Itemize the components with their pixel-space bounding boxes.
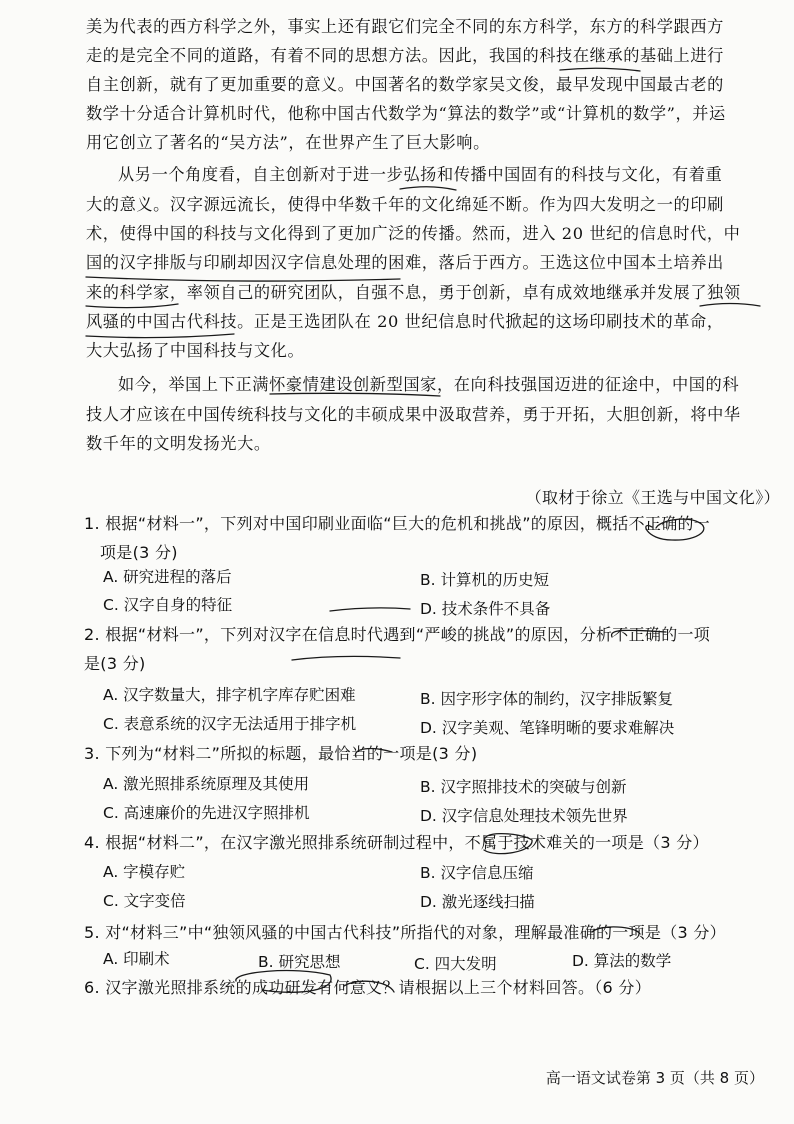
q3-option-a[interactable]: A. 激光照排系统原理及其使用 bbox=[103, 775, 310, 793]
q5-option-c[interactable]: C. 四大发明 bbox=[414, 955, 497, 973]
passage-line: 美为代表的西方科学之外，事实上还有跟它们完全不同的东方科学，东方的科学跟西方 bbox=[86, 17, 724, 36]
underline-mark bbox=[400, 187, 456, 190]
underline-mark bbox=[560, 68, 640, 71]
passage-line: 技人才应该在中国传统科技与文化的丰硕成果中汲取营养，勇于开拓，大胆创新，将中华 bbox=[86, 405, 741, 424]
q1-option-d[interactable]: D. 技术条件不具备 bbox=[420, 600, 551, 618]
passage-line: 从另一个角度看，自主创新对于进一步弘扬和传播中国固有的科技与文化，有着重 bbox=[118, 165, 723, 184]
passage-line: 来的科学家，率领自己的研究团队，自强不息，勇于创新，卓有成效地继承并发展了独领 bbox=[86, 283, 741, 302]
question-4-stem: 4. 根据“材料二”，在汉字激光照排系统研制过程中，不属于技术难关的一项是（3 分） bbox=[84, 833, 709, 852]
question-3-stem: 3. 下列为“材料二”所拟的标题，最恰当的一项是(3 分) bbox=[84, 744, 478, 763]
question-1-stem-cont: 项是(3 分) bbox=[100, 543, 178, 562]
q4-option-a[interactable]: A. 字模存贮 bbox=[103, 863, 186, 881]
q2-option-a[interactable]: A. 汉字数量大，排字机字库存贮困难 bbox=[103, 686, 356, 704]
passage-line: 大的意义。汉字源远流长，使得中华数千年的文化绵延不断。作为四大发明之一的印刷 bbox=[86, 195, 724, 214]
stroke-mark bbox=[330, 608, 410, 611]
q3-option-c[interactable]: C. 高速廉价的先进汉字照排机 bbox=[103, 804, 310, 822]
question-2-stem: 2. 根据“材料一”，下列对汉字在信息时代遇到“严峻的挑战”的原因，分析不正确的一项 bbox=[84, 625, 711, 644]
question-6-stem: 6. 汉字激光照排系统的成功研发有何意义？请根据以上三个材料回答。（6 分） bbox=[84, 978, 652, 997]
q1-option-a[interactable]: A. 研究进程的落后 bbox=[103, 568, 232, 586]
q2-option-b[interactable]: B. 因字形字体的制约，汉字排版繁复 bbox=[420, 690, 673, 708]
question-1-stem: 1. 根据“材料一”，下列对中国印刷业面临“巨大的危机和挑战”的原因，概括不正确的一 bbox=[84, 514, 711, 533]
question-2-stem-cont: 是(3 分) bbox=[84, 654, 146, 673]
stroke-mark bbox=[292, 656, 400, 660]
q2-option-d[interactable]: D. 汉字美观、笔锋明晰的要求难解决 bbox=[420, 719, 675, 737]
passage-line: 如今，举国上下正满怀豪情建设创新型国家，在向科技强国迈进的征途中，中国的科 bbox=[118, 375, 740, 394]
q5-option-a[interactable]: A. 印刷术 bbox=[103, 950, 170, 968]
passage-line: 自主创新，就有了更加重要的意义。中国著名的数学家吴文俊，最早发现中国最古老的 bbox=[86, 75, 724, 94]
passage-line: 风骚的中国古代科技。正是王选团队在 20 世纪信息时代掀起的这场印刷技术的革命， bbox=[86, 312, 724, 331]
q4-option-c[interactable]: C. 文字变倍 bbox=[103, 892, 186, 910]
passage-line: 国的汉字排版与印刷却因汉字信息处理的困难，落后于西方。王选这位中国本土培养出 bbox=[86, 253, 724, 272]
q1-option-b[interactable]: B. 计算机的历史短 bbox=[420, 571, 549, 589]
underline-mark bbox=[86, 304, 178, 308]
passage-line: 数千年的文明发扬光大。 bbox=[86, 434, 271, 453]
q3-option-d[interactable]: D. 汉字信息处理技术领先世界 bbox=[420, 807, 628, 825]
page-footer: 高一语文试卷第 3 页（共 8 页） bbox=[545, 1069, 764, 1087]
passage-line: 数学十分适合计算机时代，他称中国古代数学为“算法的数学”或“计算机的数学”，并运 bbox=[86, 104, 726, 123]
passage-line: 用它创立了著名的“吴方法”，在世界产生了巨大影响。 bbox=[86, 133, 490, 152]
q5-option-b[interactable]: B. 研究思想 bbox=[258, 953, 341, 971]
q4-option-d[interactable]: D. 激光逐线扫描 bbox=[420, 893, 535, 911]
q2-option-c[interactable]: C. 表意系统的汉字无法适用于排字机 bbox=[103, 715, 357, 733]
passage-line: 大大弘扬了中国科技与文化。 bbox=[86, 341, 305, 360]
underline-mark bbox=[86, 334, 234, 338]
passage-line: 走的是完全不同的道路，有着不同的思想方法。因此，我国的科技在继承的基础上进行 bbox=[86, 46, 724, 65]
question-5-stem: 5. 对“材料三”中“独领风骚的中国古代科技”所指代的对象，理解最准确的一项是（3 分） bbox=[84, 923, 726, 942]
passage-source: （取材于徐立《王选与中国文化》） bbox=[525, 488, 780, 507]
q4-option-b[interactable]: B. 汉字信息压缩 bbox=[420, 864, 534, 882]
q5-option-d[interactable]: D. 算法的数学 bbox=[572, 952, 672, 970]
q3-option-b[interactable]: B. 汉字照排技术的突破与创新 bbox=[420, 778, 627, 796]
underline-mark bbox=[86, 277, 400, 281]
q1-option-c[interactable]: C. 汉字自身的特征 bbox=[103, 596, 233, 614]
passage-line: 术，使得中国的科技与文化得到了更加广泛的传播。然而，进入 20 世纪的信息时代，中 bbox=[86, 224, 741, 243]
